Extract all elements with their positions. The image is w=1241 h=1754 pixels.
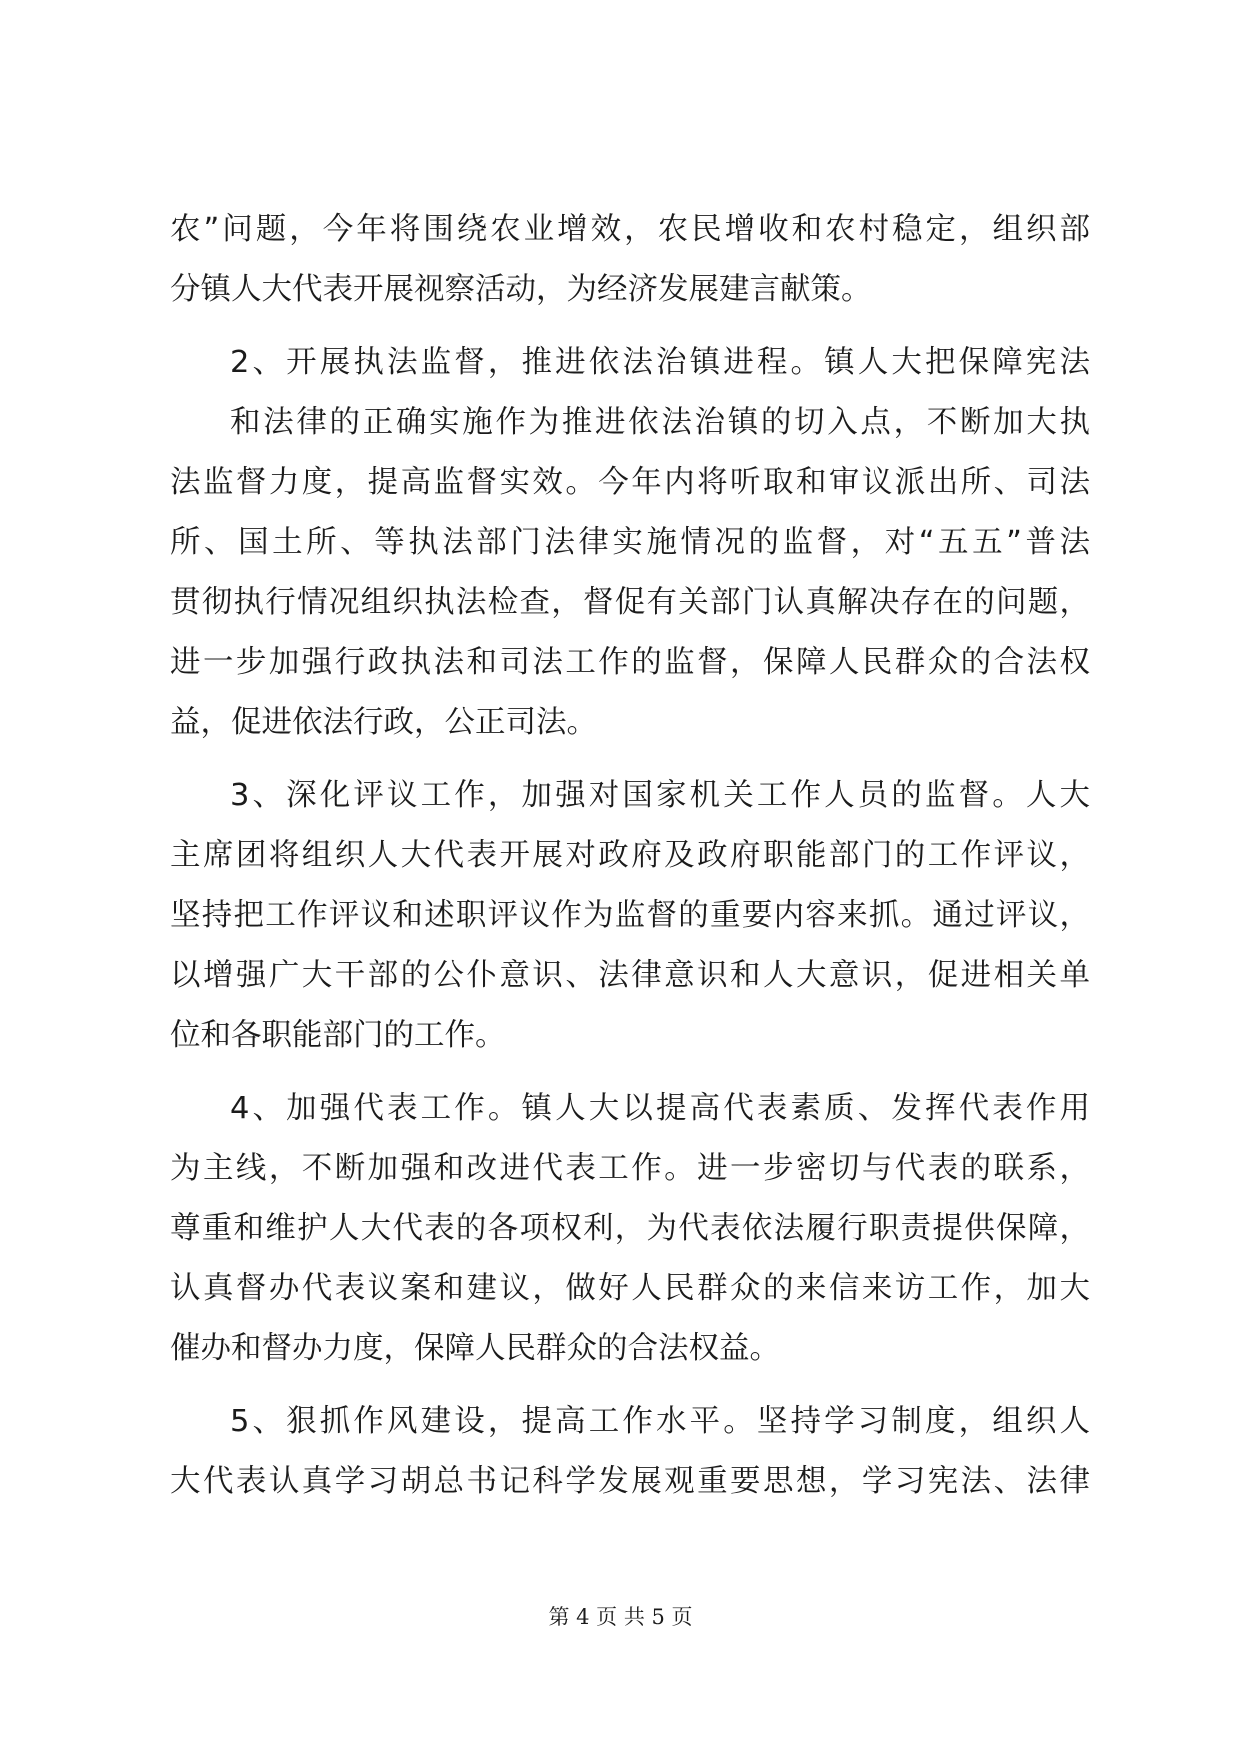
text-line: 分镇人大代表开展视察活动，为经济发展建言献策。 — [170, 272, 872, 307]
text-line: 贯彻执行情况组织执法检查，督促有关部门认真解决存在的问题， — [170, 585, 1090, 620]
text-line: 和法律的正确实施作为推进依法治镇的切入点，不断加大执 — [230, 405, 1090, 440]
page-number-footer: 第 4 页 共 5 页 — [548, 1605, 693, 1629]
text-line: 尊重和维护人大代表的各项权利，为代表依法履行职责提供保障， — [170, 1211, 1090, 1246]
text-line: 认真督办代表议案和建议，做好人民群众的来信来访工作，加大 — [170, 1271, 1090, 1306]
paragraph-heading-4: 4、加强代表工作。镇人大以提高代表素质、发挥代表作用 — [230, 1091, 1090, 1126]
text-line: 大代表认真学习胡总书记科学发展观重要思想，学习宪法、法律 — [170, 1464, 1090, 1499]
text-line: 进一步加强行政执法和司法工作的监督，保障人民群众的合法权 — [170, 645, 1090, 680]
text-line: 以增强广大干部的公仆意识、法律意识和人大意识，促进相关单 — [170, 958, 1090, 993]
text-line: 益，促进依法行政，公正司法。 — [170, 705, 597, 740]
paragraph-heading-3: 3、深化评议工作，加强对国家机关工作人员的监督。人大 — [230, 778, 1090, 813]
text-line: 催办和督办力度，保障人民群众的合法权益。 — [170, 1331, 780, 1366]
text-line: 所、国土所、等执法部门法律实施情况的监督，对“五五”普法 — [170, 525, 1090, 560]
text-line: 农”问题，今年将围绕农业增效，农民增收和农村稳定，组织部 — [170, 212, 1090, 247]
paragraph-heading-5: 5、狠抓作风建设，提高工作水平。坚持学习制度，组织人 — [230, 1404, 1090, 1439]
text-line: 为主线，不断加强和改进代表工作。进一步密切与代表的联系， — [170, 1151, 1090, 1186]
text-line: 位和各职能部门的工作。 — [170, 1018, 506, 1053]
text-line: 法监督力度，提高监督实效。今年内将听取和审议派出所、司法 — [170, 465, 1090, 500]
paragraph-heading-2: 2、开展执法监督，推进依法治镇进程。镇人大把保障宪法 — [230, 345, 1090, 380]
text-line: 坚持把工作评议和述职评议作为监督的重要内容来抓。通过评议， — [170, 898, 1090, 933]
text-line: 主席团将组织人大代表开展对政府及政府职能部门的工作评议， — [170, 838, 1090, 873]
